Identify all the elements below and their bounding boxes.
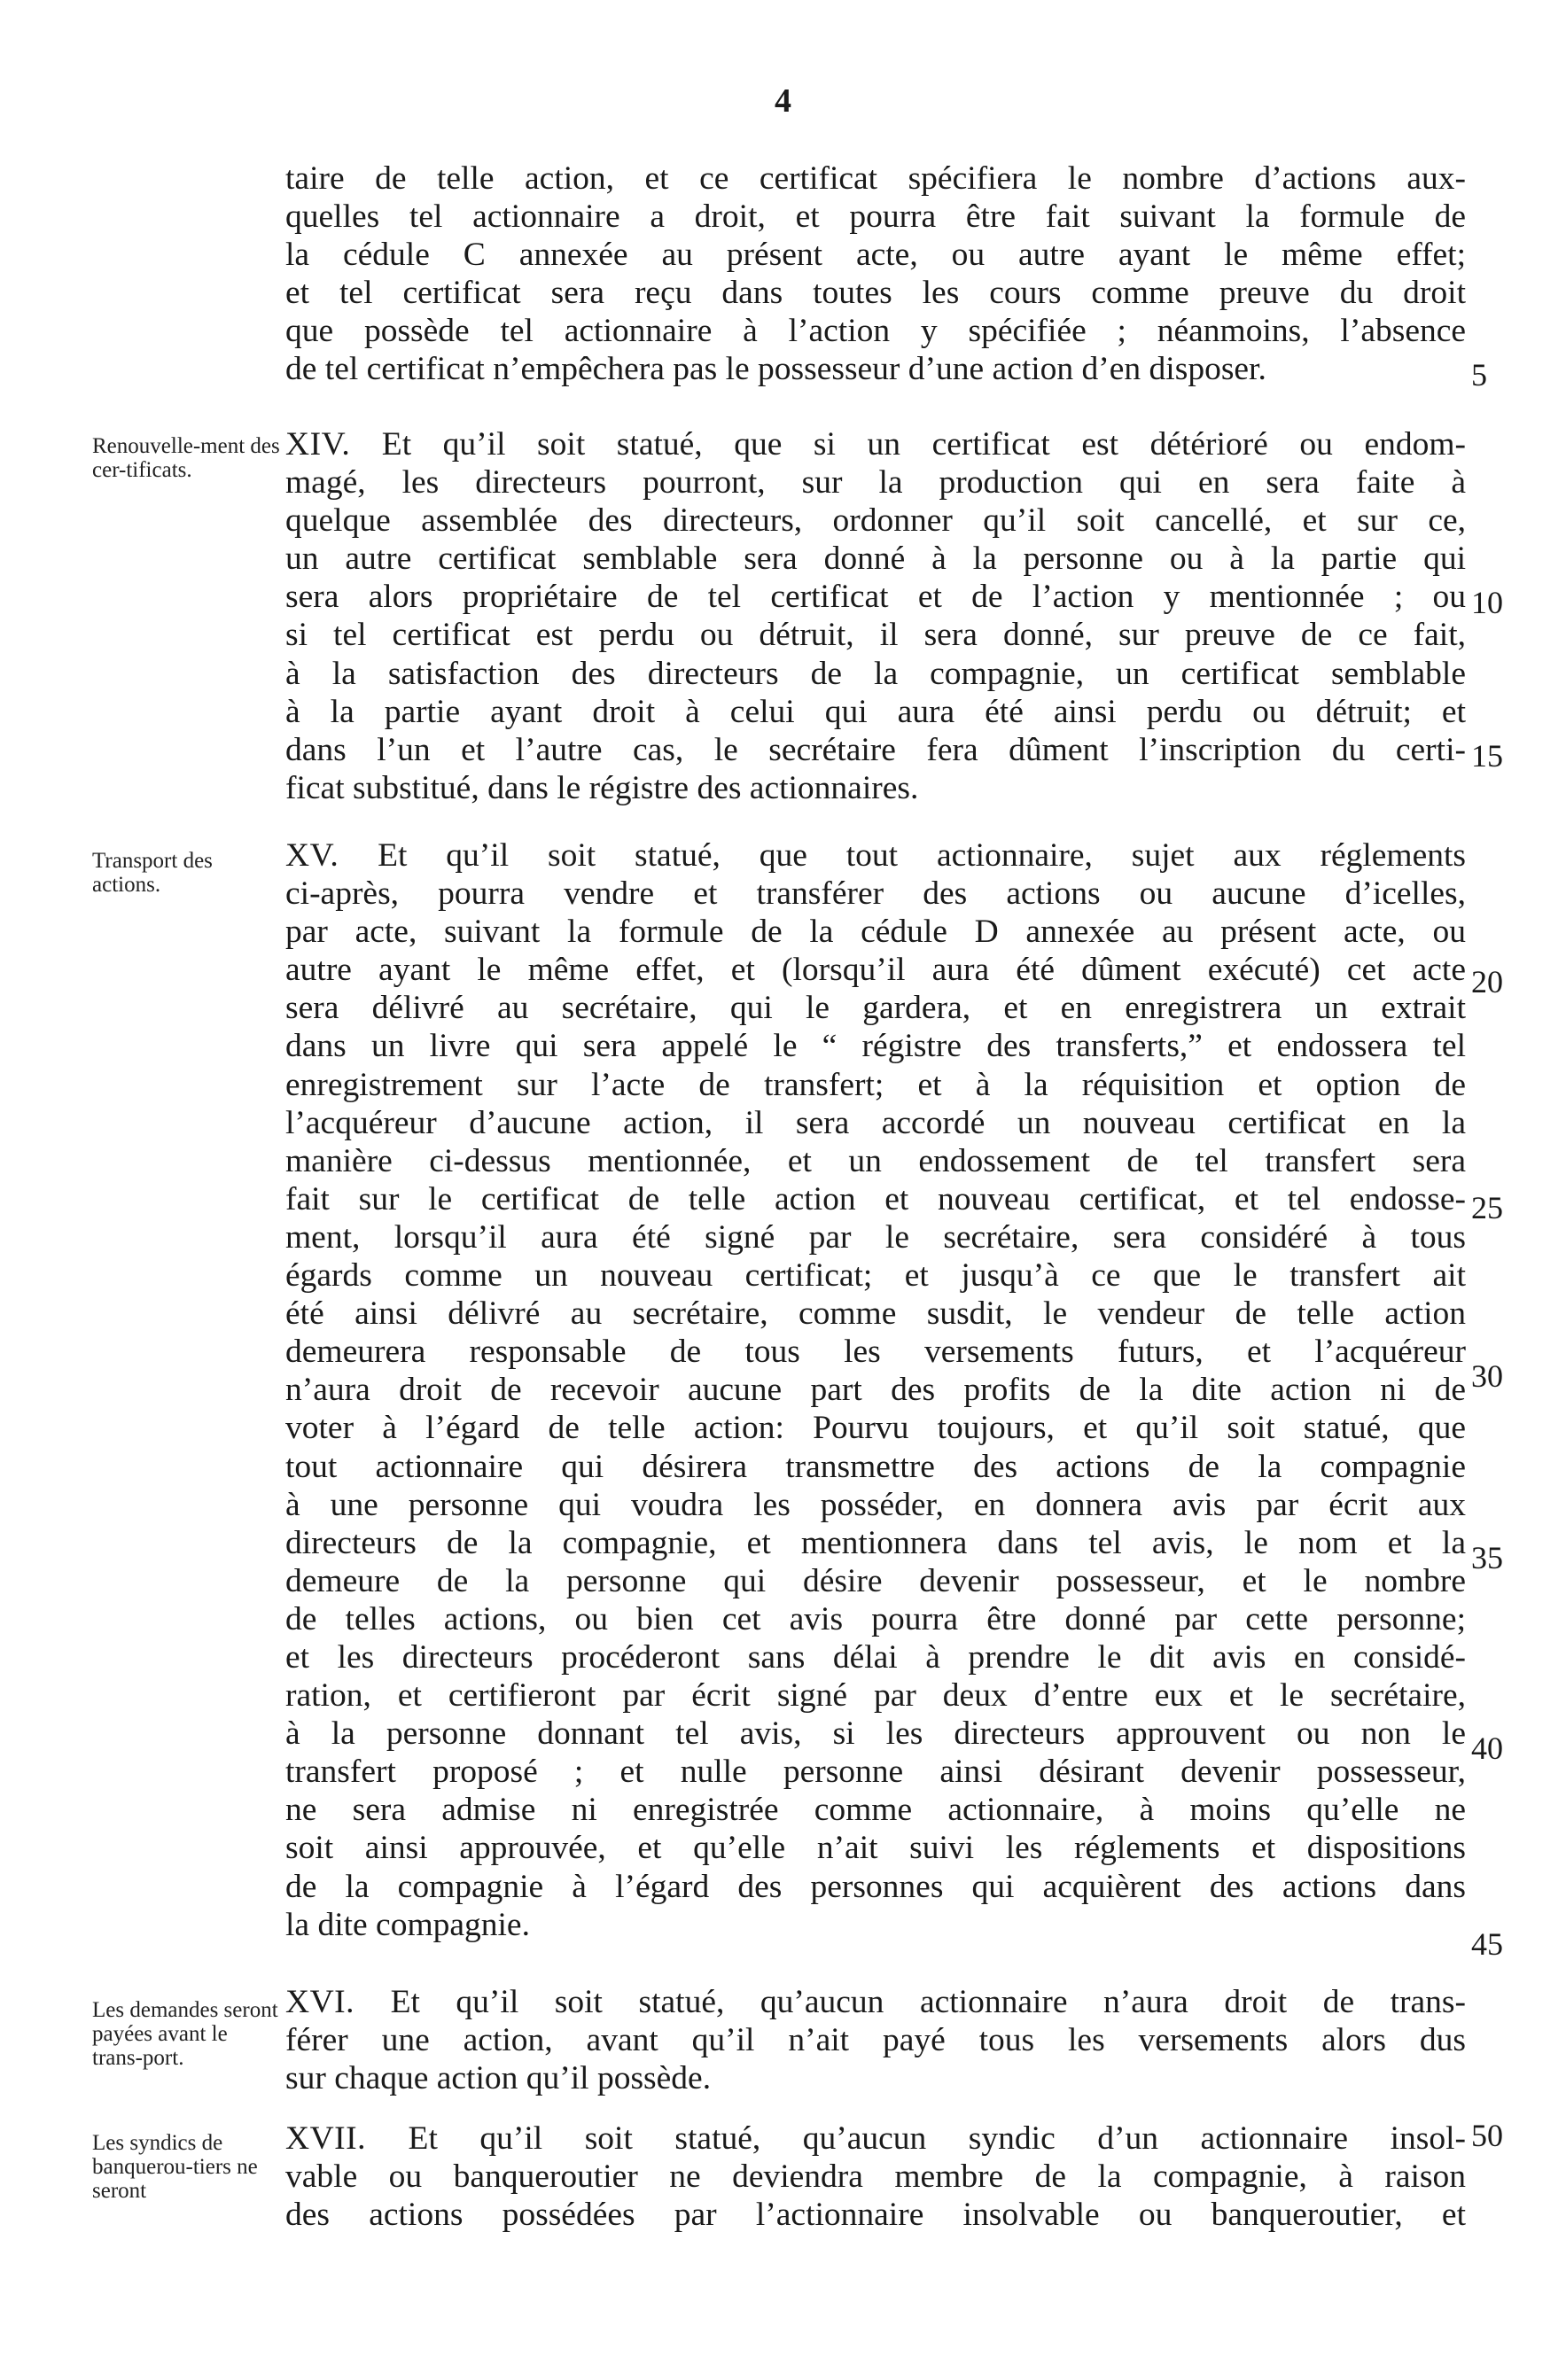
text-line: Et qu’il soit statué, que tout actionnaire, sujet aux réglements (378, 837, 1467, 874)
text-line: ment, lorsqu’il aura été signé par le secrétaire, sera considéré à tous (285, 1218, 1466, 1256)
line-number: 50 (1471, 2118, 1503, 2153)
text-line: des actions possédées par l’actionnaire insolvable ou banqueroutier, et (285, 2197, 1466, 2234)
text-line: taire de telle action, et ce certificat spécifiera le nombre d’actions aux- (285, 160, 1466, 197)
line-number: 5 (1471, 357, 1487, 393)
margin-note: Renouvelle-ment des cer-tificats. (92, 434, 280, 482)
line-number: 10 (1471, 585, 1503, 620)
text-line: à une personne qui voudra les posséder, en donnera avis par écrit aux (285, 1486, 1466, 1523)
text-line: si tel certificat est perdu ou détruit, il sera donné, sur preuve de ce fait, (285, 617, 1466, 654)
text-line: manière ci-dessus mentionnée, et un endossement de tel transfert sera (285, 1142, 1466, 1179)
margin-note: Les demandes seront payées avant le trans-port. (92, 1998, 278, 2070)
text-line: égards comme un nouveau certificat; et jusqu’à ce que le transfert ait (285, 1257, 1466, 1295)
text-line-first (285, 836, 1466, 875)
text-line: et les directeurs procéderont sans délai à prendre le dit avis en considé- (285, 1638, 1466, 1676)
line-number: 15 (1471, 738, 1503, 774)
text-line-first (285, 1983, 1466, 2021)
text-line: la cédule C annexée au présent acte, ou autre ayant le même effet; (285, 237, 1466, 274)
text-line: Et qu’il soit statué, qu’aucun actionnaire n’aura droit de trans- (390, 1984, 1467, 2020)
page-number: 4 (775, 82, 791, 120)
line-number: 25 (1471, 1190, 1503, 1225)
line-number: 45 (1471, 1926, 1503, 1962)
section-number: XVII. (285, 2120, 367, 2157)
text-line-first (285, 2119, 1466, 2158)
text-line: autre ayant le même effet, et (lorsqu’il aura été dûment exécuté) cet acte (285, 952, 1466, 989)
text-line: Et qu’il soit statué, que si un certificat est détérioré ou endom- (381, 426, 1467, 463)
text-line: dans un livre qui sera appelé le “ régistre des transferts,” et endossera tel (285, 1028, 1466, 1065)
text-line: soit ainsi approuvée, et qu’elle n’ait suivi les réglements et dispositions (285, 1830, 1466, 1867)
text-line: sera délivré au secrétaire, qui le gardera, et en enregistrera un extrait (285, 990, 1466, 1027)
section-xvii (285, 2119, 1466, 2234)
text-line: ne sera admise ni enregistrée comme actionnaire, à moins qu’elle ne (285, 1792, 1466, 1829)
line-number: 35 (1471, 1540, 1503, 1575)
text-line: ficat substitué, dans le régistre des actionnaires. (285, 769, 919, 806)
text-line: tout actionnaire qui désirera transmettre des actions de la compagnie (285, 1448, 1466, 1485)
text-line: un autre certificat semblable sera donné à la personne ou à la partie qui (285, 541, 1466, 578)
line-number: 40 (1471, 1731, 1503, 1766)
text-line: vable ou banqueroutier ne deviendra membre de la compagnie, à raison (285, 2158, 1466, 2196)
text-line: n’aura droit de recevoir aucune part des profits de la dite action ni de (285, 1372, 1466, 1409)
text-line: directeurs de la compagnie, et mentionnera dans tel avis, le nom et la (285, 1524, 1466, 1561)
section-number: XV. (285, 837, 339, 874)
section-xvi (285, 1983, 1466, 2097)
text-line: à la partie ayant droit à celui qui aura été ainsi perdu ou détruit; et (285, 693, 1466, 730)
line-number: 30 (1471, 1358, 1503, 1394)
line-number: 20 (1471, 964, 1503, 999)
text-line: par acte, suivant la formule de la cédule D annexée au présent acte, ou (285, 914, 1466, 951)
text-line: transfert proposé ; et nulle personne ainsi désirant devenir possesseur, (285, 1754, 1466, 1791)
text-line: ration, et certifieront par écrit signé par deux d’entre eux et le secrétaire, (285, 1677, 1466, 1715)
text-line: dans l’un et l’autre cas, le secrétaire fera dûment l’inscription du certi- (285, 731, 1466, 768)
margin-note: Transport des actions. (92, 849, 213, 897)
margin-note: Les syndics de banquerou-tiers ne seront (92, 2131, 258, 2203)
section-number: XVI. (285, 1984, 355, 2020)
text-line: Et qu’il soit statué, qu’aucun syndic d’un actionnaire insol- (408, 2120, 1466, 2157)
text-line: sur chaque action qu’il possède. (285, 2060, 712, 2097)
text-line: à la personne donnant tel avis, si les directeurs approuvent ou non le (285, 1715, 1466, 1753)
text-line: ci-après, pourra vendre et transférer des actions ou aucune d’icelles, (285, 875, 1466, 913)
text-line: la dite compagnie. (285, 1906, 530, 1943)
text-line: sera alors propriétaire de tel certificat et de l’action y mentionnée ; ou (285, 579, 1466, 616)
text-line: quelque assemblée des directeurs, ordonner qu’il soit cancellé, et sur ce, (285, 502, 1466, 540)
text-line: à la satisfaction des directeurs de la compagnie, un certificat semblable (285, 655, 1466, 692)
text-line: magé, les directeurs pourront, sur la production qui en sera faite à (285, 464, 1466, 502)
text-line: demeure de la personne qui désire devenir possesseur, et le nombre (285, 1562, 1466, 1599)
text-line: férer une action, avant qu’il n’ait payé tous les versements alors dus (285, 2022, 1466, 2059)
text-line: voter à l’égard de telle action: Pourvu toujours, et qu’il soit statué, que (285, 1410, 1466, 1447)
text-line-first (285, 425, 1466, 463)
text-line: quelles tel actionnaire a droit, et pourra être fait suivant la formule de (285, 198, 1466, 236)
paragraph-continuation (285, 159, 1466, 389)
text-line: l’acquéreur d’aucune action, il sera accordé un nouveau certificat en la (285, 1104, 1466, 1141)
section-number: XIV. (285, 426, 351, 463)
text-line: été ainsi délivré au secrétaire, comme susdit, le vendeur de telle action (285, 1295, 1466, 1333)
text-line: fait sur le certificat de telle action et nouveau certificat, et tel endosse- (285, 1180, 1466, 1217)
text-line: de la compagnie à l’égard des personnes qui acquièrent des actions dans (285, 1868, 1466, 1905)
text-line: de tel certificat n’empêchera pas le possesseur d’une action d’en disposer. (285, 351, 1266, 388)
section-xiv (285, 425, 1466, 807)
text-line: que possède tel actionnaire à l’action y spécifiée ; néanmoins, l’absence (285, 313, 1466, 350)
text-line: demeurera responsable de tous les versements futurs, et l’acquéreur (285, 1334, 1466, 1371)
text-line: et tel certificat sera reçu dans toutes les cours comme preuve du droit (285, 275, 1466, 312)
text-line: de telles actions, ou bien cet avis pourra être donné par cette personne; (285, 1600, 1466, 1637)
section-xv (285, 836, 1466, 1944)
text-line: enregistrement sur l’acte de transfert; et à la réquisition et option de (285, 1066, 1466, 1103)
